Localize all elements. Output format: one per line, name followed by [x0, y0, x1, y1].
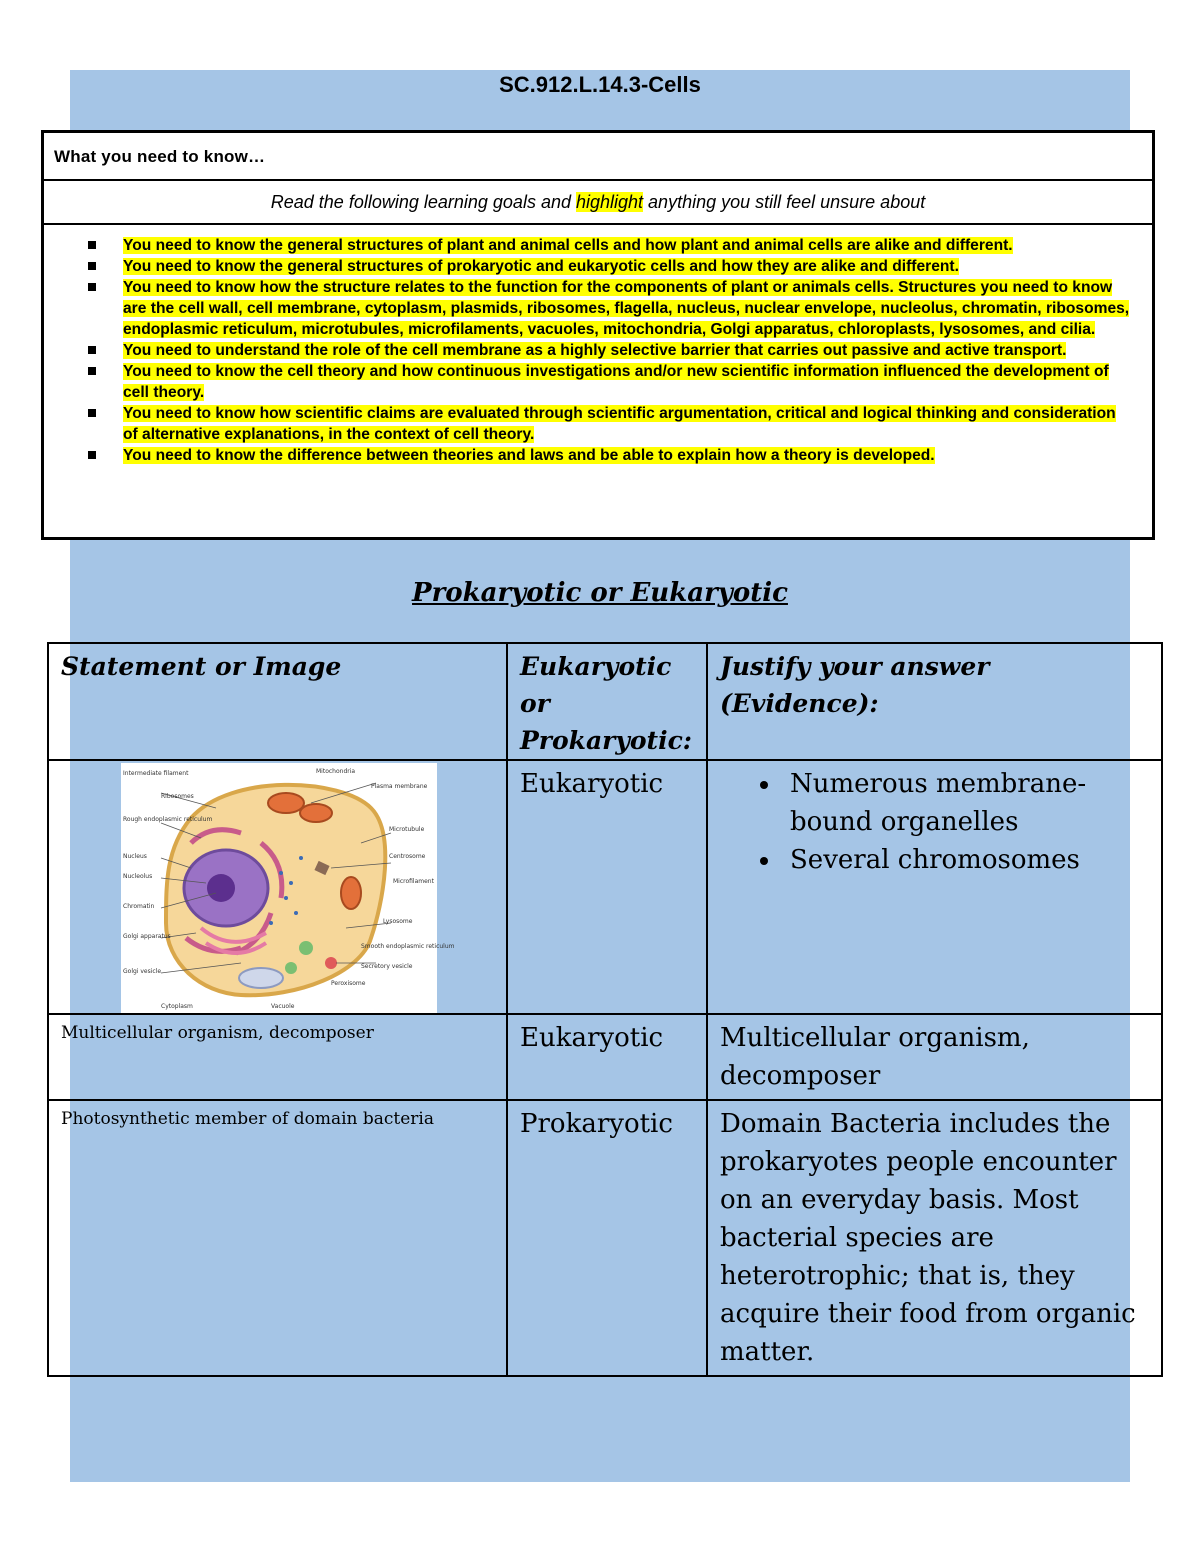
square-bullet-icon	[88, 346, 96, 354]
evidence-cell	[707, 760, 1162, 1014]
classification-table	[47, 642, 1163, 1377]
square-bullet-icon	[88, 451, 96, 459]
section-title: Prokaryotic or Eukaryotic	[412, 578, 788, 608]
svg-text:Vacuole: Vacuole	[271, 1003, 295, 1010]
square-bullet-icon	[88, 367, 96, 375]
svg-text:Golgi vesicle: Golgi vesicle	[123, 968, 162, 975]
header-statement: Statement or Image	[48, 643, 507, 760]
goal-item: You need to know the difference between theories and laws and be able to explain how a theory is developed.	[88, 445, 1132, 466]
svg-text:Nucleus: Nucleus	[123, 853, 147, 860]
goal-item: You need to understand the role of the cell membrane as a highly selective barrier that carries out passive and active transport.	[88, 340, 1132, 361]
svg-text:Microfilament: Microfilament	[393, 878, 434, 885]
table-header-row	[48, 643, 1162, 760]
svg-text:Cytoplasm: Cytoplasm	[161, 1003, 193, 1010]
svg-text:Ribosomes: Ribosomes	[161, 793, 194, 800]
goals-list	[44, 225, 1152, 466]
svg-text:Mitochondria: Mitochondria	[316, 768, 356, 775]
highlight-word: highlight	[575, 192, 644, 212]
statement-cell: Multicellular organism, decomposer	[48, 1014, 507, 1100]
evidence-list	[720, 765, 1151, 879]
table-row	[48, 760, 1162, 1014]
answer-cell: Eukaryotic	[507, 760, 707, 1014]
svg-text:Centrosome: Centrosome	[389, 853, 426, 860]
table-row	[48, 1100, 1162, 1376]
svg-text:Plasma membrane: Plasma membrane	[371, 783, 428, 790]
goal-item: You need to know how scientific claims are evaluated through scientific argumentation, critical and logical thinking and consideration of alternative explanations, in the context of cell theory.	[88, 403, 1132, 445]
answer-cell: Prokaryotic	[507, 1100, 707, 1376]
table-row	[48, 1014, 1162, 1100]
goals-instruction: Read the following learning goals and highlight anything you still feel unsure about	[44, 181, 1152, 225]
answer-cell: Eukaryotic	[507, 1014, 707, 1100]
svg-text:Golgi apparatus: Golgi apparatus	[123, 933, 171, 940]
svg-text:Lysosome: Lysosome	[383, 918, 413, 925]
svg-text:Secretory vesicle: Secretory vesicle	[361, 963, 413, 970]
svg-text:Microtubule: Microtubule	[389, 826, 425, 833]
animal-cell-diagram	[121, 763, 455, 1013]
learning-goals-box	[41, 130, 1155, 540]
statement-cell: Photosynthetic member of domain bacteria	[48, 1100, 507, 1376]
evidence-item: Several chromosomes	[790, 841, 1151, 879]
evidence-cell: Multicellular organism, decomposer	[707, 1014, 1162, 1100]
document-title: SC.912.L.14.3-Cells	[499, 72, 701, 97]
svg-text:Chromatin: Chromatin	[123, 903, 155, 910]
goals-header: What you need to know…	[44, 133, 1152, 181]
square-bullet-icon	[88, 409, 96, 417]
goal-item: You need to know how the structure relates to the function for the components of plant or animals cells. Structures you need to know are the cell wall, cell membrane, cytoplasm, plasmids, ribosomes, flagella, nucleus, nuclear envelope, nucleolus, chromatin, ribosomes, endoplasmic reticulum, microtubules, microfilaments, vacuoles, mitochondria, Golgi apparatus, chloroplasts, lysosomes, and cilia.	[88, 277, 1132, 340]
square-bullet-icon	[88, 283, 96, 291]
header-justification: Justify your answer (Evidence):	[707, 643, 1162, 760]
goal-item: You need to know the general structures of plant and animal cells and how plant and animal cells are alike and different.	[88, 235, 1132, 256]
svg-text:Intermediate filament: Intermediate filament	[123, 770, 189, 777]
svg-text:Smooth endoplasmic reticulum: Smooth endoplasmic reticulum	[361, 943, 455, 950]
svg-text:Peroxisome: Peroxisome	[331, 980, 366, 987]
evidence-item: Numerous membrane-bound organelles	[790, 765, 1151, 841]
square-bullet-icon	[88, 262, 96, 270]
statement-cell	[48, 760, 507, 1014]
square-bullet-icon	[88, 241, 96, 249]
goal-item: You need to know the general structures of prokaryotic and eukaryotic cells and how they are alike and different.	[88, 256, 1132, 277]
svg-text:Nucleolus: Nucleolus	[123, 873, 153, 880]
header-classification: Eukaryotic or Prokaryotic:	[507, 643, 707, 760]
evidence-cell: Domain Bacteria includes the prokaryotes people encounter on an everyday basis. Most bacterial species are heterotrophic; that is, they acquire their food from organic matter.	[707, 1100, 1162, 1376]
svg-text:Rough endoplasmic reticulum: Rough endoplasmic reticulum	[123, 816, 213, 823]
goal-item: You need to know the cell theory and how continuous investigations and/or new scientific information influenced the development of cell theory.	[88, 361, 1132, 403]
